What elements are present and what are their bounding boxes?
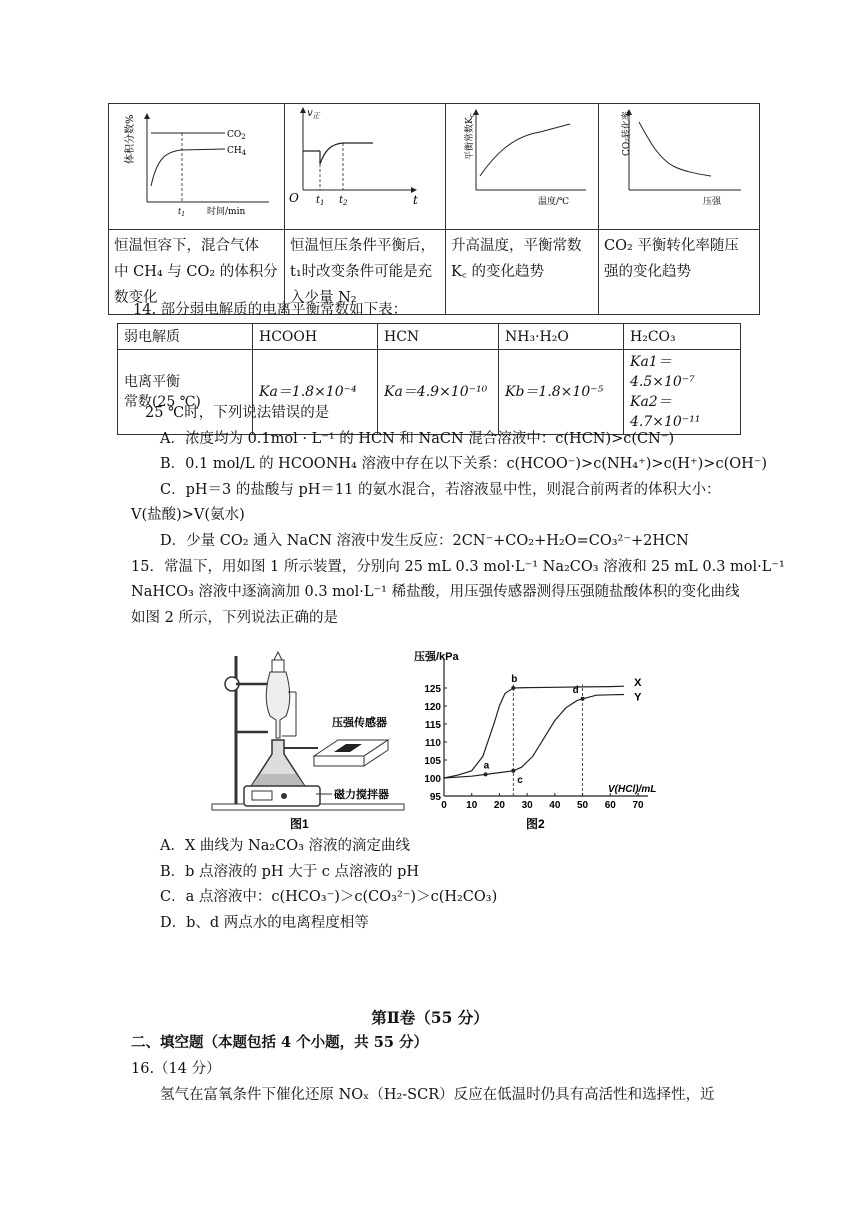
- graph3-xlabel: 温度/℃: [538, 197, 570, 207]
- y-tick-label: 105: [424, 756, 441, 767]
- q15-line2: NaHCO₃ 溶液中逐滴滴加 0.3 mol·L⁻¹ 稀盐酸，用压强传感器测得压强随盐酸体积的变化曲线: [131, 584, 740, 600]
- point-d: [581, 697, 585, 701]
- q13-table: [108, 103, 760, 315]
- graph2-cell: [285, 104, 446, 230]
- caption-4: CO₂ 平衡转化率随压 强的变化趋势: [599, 230, 760, 315]
- q15-option-d: D．b、d 两点水的电离程度相等: [160, 915, 369, 931]
- series-label-X: X: [634, 677, 642, 690]
- graph1-xlabel: 时间/min: [207, 207, 246, 217]
- graph4-co2-conversion: [599, 104, 759, 220]
- fig1-caption: 图1: [290, 817, 309, 831]
- graph3-ylabel: 平衡常数K: [465, 117, 475, 160]
- q14-header-3: NH₃·H₂O: [499, 324, 624, 350]
- point-label-b: b: [511, 674, 518, 685]
- q14-header-4: H₂CO₃: [624, 324, 741, 350]
- q14-row-label: 电离平衡 常数(25 ℃): [118, 350, 253, 435]
- graph1-volume-fraction: [109, 104, 284, 220]
- graph1-ch4: CH: [227, 146, 242, 156]
- q14-option-a: A．浓度均为 0.1mol · L⁻¹ 的 HCN 和 NaCN 混合溶液中：c(HCN)>c(CN⁻): [160, 431, 675, 447]
- fig1-apparatus: [208, 636, 408, 832]
- q14-option-c1: C．pH＝3 的盐酸与 pH＝11 的氨水混合，若溶液显中性，则混合前两者的体积大小：: [160, 482, 721, 498]
- section2-title: 第Ⅱ卷（55 分）: [371, 1008, 489, 1027]
- svg-text:CO2: $CO_2$: [227, 130, 246, 141]
- x-axis-label: V(HCl)/mL: [608, 784, 657, 795]
- y-tick-label: 115: [424, 720, 441, 731]
- graph3-cell: [446, 104, 599, 230]
- q14-value-hcn: Ka＝4.9×10⁻¹⁰: [378, 350, 499, 435]
- graph3-equilibrium-constant: [446, 104, 598, 220]
- graph1-t1: t: [178, 207, 182, 216]
- graph2-ylabel: v: [307, 108, 313, 119]
- q14-header-0: 弱电解质: [118, 324, 253, 350]
- q16-text: 氢气在富氧条件下催化还原 NOₓ（H₂-SCR）反应在低温时仍具有高活性和选择性，近: [160, 1087, 715, 1103]
- q15-line3: 如图 2 所示，下列说法正确的是: [131, 610, 338, 626]
- y-tick-label: 120: [424, 702, 441, 713]
- q14-option-b: B．0.1 mol/L 的 HCOONH₄ 溶液中存在以下关系：c(HCOO⁻)>c(NH₄⁺)>c(H⁺)>c(OH⁻): [160, 456, 768, 472]
- fig1-sensor-label: 压强传感器: [332, 717, 387, 729]
- point-label-d: d: [572, 684, 579, 696]
- caption-3: 升高温度，平衡常数 K꜀ 的变化趋势: [446, 230, 599, 315]
- svg-text:t2: $t_2$: [339, 195, 348, 207]
- fig2-pressure-chart: [408, 646, 670, 836]
- q14-lead: 25 ℃时，下列说法错误的是: [145, 405, 330, 421]
- caption-1: 恒温恒容下，混合气体 中 CH₄ 与 CO₂ 的体积分 数变化: [109, 230, 285, 315]
- q16-number: 16.（14 分）: [131, 1061, 221, 1077]
- fig1-stirrer-label: 磁力搅拌器: [334, 789, 389, 801]
- q15-line1: 15．常温下，用如图 1 所示装置，分别向 25 mL 0.3 mol·L⁻¹ Na₂CO₃ 溶液和 25 mL 0.3 mol·L⁻¹: [131, 559, 785, 575]
- graph2-t: t: [413, 193, 418, 207]
- point-a: [484, 772, 488, 776]
- q14-value-nh3: Kb＝1.8×10⁻⁵: [499, 350, 624, 435]
- caption-2: 恒温恒压条件平衡后， t₁时改变条件可能是充 入少量 N₂: [285, 230, 446, 315]
- q14-value-hcooh: Ka＝1.8×10⁻⁴: [253, 350, 378, 435]
- section2-part: 二、填空题（本题包括 4 个小题，共 55 分）: [131, 1034, 428, 1051]
- q14-value-h2co3: Ka1＝4.5×10⁻⁷ Ka2＝4.7×10⁻¹¹: [624, 350, 741, 435]
- q15-option-c: C．a 点溶液中：c(HCO₃⁻)＞c(CO₃²⁻)＞c(H₂CO₃): [160, 889, 498, 905]
- q14-header-2: HCN: [378, 324, 499, 350]
- svg-text:t1: $t_1$: [316, 195, 325, 207]
- q14-stem: 14. 部分弱电解质的电离平衡常数如下表：: [133, 302, 408, 318]
- svg-text:v正: $v_正$: [307, 108, 320, 120]
- point-b: [511, 686, 515, 690]
- q15-option-b: B．b 点溶液的 pH 大于 c 点溶液的 pH: [160, 864, 420, 880]
- series-line-Y: [444, 695, 624, 779]
- graph2-t1: t: [316, 195, 321, 206]
- x-tick-label: 30: [521, 800, 533, 811]
- x-tick-label: 60: [604, 800, 616, 811]
- graph4-xlabel: 压强: [703, 197, 722, 207]
- y-axis-label: 压强/kPa: [414, 651, 459, 663]
- x-tick-label: 50: [577, 800, 589, 811]
- q14-option-d: D．少量 CO₂ 通入 NaCN 溶液中发生反应：2CN⁻+CO₂+H₂O=CO₃²⁻+2HCN: [160, 533, 689, 549]
- graph2-origin: O: [289, 191, 299, 205]
- x-tick-label: 70: [632, 800, 644, 811]
- q14-option-c2: V(盐酸)>V(氨水): [131, 507, 245, 523]
- x-tick-label: 0: [441, 800, 447, 811]
- graph2-rate: [285, 104, 445, 220]
- graph4-cell: [599, 104, 760, 230]
- svg-text:CH4: $CH_4$: [227, 146, 247, 157]
- fig2-caption: 图2: [526, 817, 545, 831]
- graph2-t2: t: [339, 195, 344, 206]
- q14-header-1: HCOOH: [253, 324, 378, 350]
- svg-text:t1: $t_1$: [178, 207, 186, 218]
- y-tick-label: 110: [424, 738, 441, 749]
- point-label-c: c: [517, 774, 523, 786]
- graph4-ylabel: CO₂转化率: [622, 111, 632, 156]
- series-line-X: [444, 686, 624, 778]
- point-c: [511, 769, 515, 773]
- y-tick-label: 100: [424, 774, 441, 785]
- graph1-ylabel: 体积分数%: [125, 114, 136, 164]
- graph1-co2: CO: [227, 130, 242, 140]
- x-tick-label: 40: [549, 800, 561, 811]
- point-label-a: a: [483, 760, 490, 772]
- y-tick-label: 125: [424, 684, 441, 695]
- graph1-cell: [109, 104, 285, 230]
- svg-text:平衡常数Kc: 平衡常数$K_c$: [465, 113, 476, 160]
- x-tick-label: 10: [466, 800, 478, 811]
- series-label-Y: Y: [634, 691, 642, 704]
- y-tick-label: 95: [429, 792, 441, 803]
- q15-option-a: A．X 曲线为 Na₂CO₃ 溶液的滴定曲线: [160, 838, 411, 854]
- x-tick-label: 20: [493, 800, 505, 811]
